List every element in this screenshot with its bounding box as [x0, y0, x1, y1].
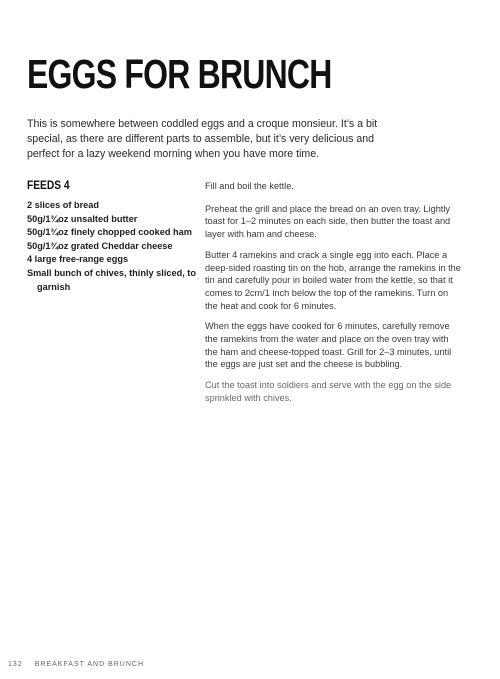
- ingredient-item: 50g/1¾oz grated Cheddar cheese: [27, 240, 173, 251]
- serves-heading: FEEDS 4: [27, 178, 70, 192]
- ingredients-list: [27, 199, 199, 294]
- method-step: Cut the toast into soldiers and serve with the egg on the side sprinkled with chives.: [205, 380, 452, 403]
- method-step: Preheat the grill and place the bread on an oven tray. Lightly toast for 1–2 minutes on each side, then butter the toast and layer with ham and cheese.: [205, 203, 451, 240]
- section-name: BREAKFAST AND BRUNCH: [34, 661, 145, 668]
- method-step: When the eggs have cooked for 6 minutes, carefully remove the ramekins from the water and place on the oven tray with the ham and cheese-topped toast. Grill for 2–3 minutes, until the eggs are just set and the cheese is bubbling.: [205, 321, 452, 370]
- ingredient-item: 2 slices of bread: [27, 200, 100, 210]
- method-step: Fill and boil the kettle.: [205, 181, 294, 191]
- page-number: 132: [8, 661, 23, 668]
- ingredient-item: Small bunch of chives, thinly sliced, to garnish: [27, 267, 196, 292]
- method-steps: [205, 180, 463, 413]
- ingredient-item: 50g/1¾oz finely chopped cooked ham: [27, 227, 192, 238]
- ingredient-item: 4 large free-range eggs: [27, 254, 129, 265]
- ingredient-item: 50g/1¾oz unsalted butter: [27, 213, 138, 224]
- page-footer: [8, 660, 144, 669]
- recipe-intro: This is somewhere between coddled eggs and a croque monsieur. It’s a bit special, as there are different parts to assemble, but it’s very delicious and perfect for a lazy weekend morning when you have more time.: [27, 118, 378, 160]
- recipe-title: EGGS FOR BRUNCH: [27, 51, 332, 97]
- method-step: Butter 4 ramekins and crack a single egg into each. Place a deep-sided roasting tin on the hob, arrange the ramekins in the tin and carefully pour in boiled water from the kettle, so that it comes to 2cm/1 inch below the top of the ramekins. Turn on the heat and cook for 6 minutes.: [205, 249, 461, 311]
